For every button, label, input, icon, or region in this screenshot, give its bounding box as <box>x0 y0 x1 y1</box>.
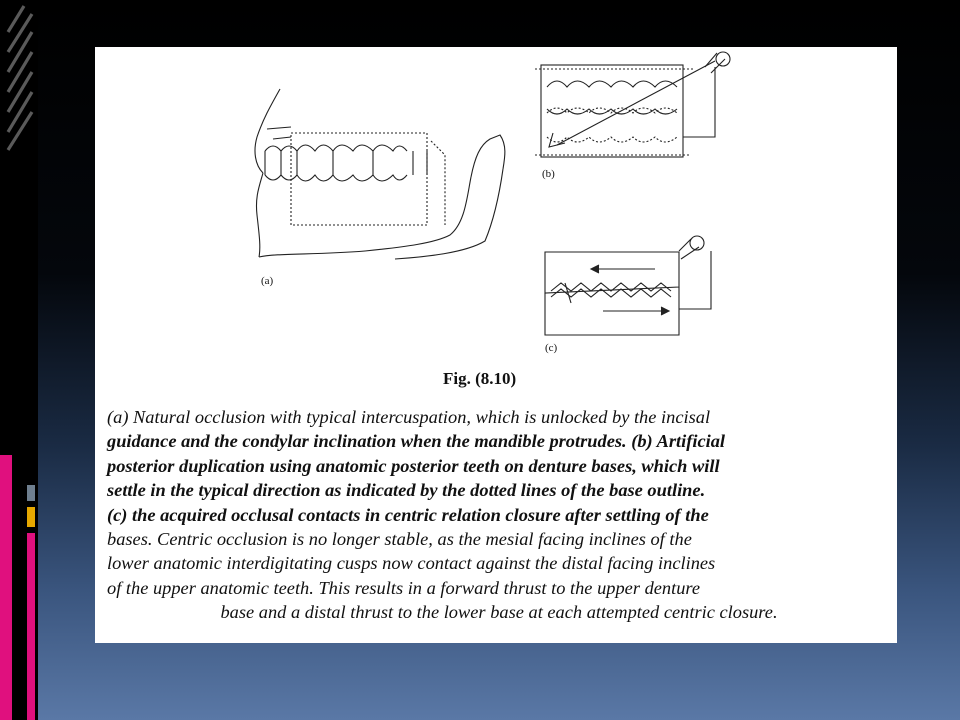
caption-line: base and a distal thrust to the lower base at each attempted centric closure. <box>220 602 778 623</box>
caption-line: (a) Natural occlusion with typical intercuspation, which is unlocked by the incisal <box>107 407 711 427</box>
caption-line: posterior duplication using anatomic posterior teeth on denture bases, which will <box>107 455 720 476</box>
caption-line: lower anatomic interdigitating cusps now contact against the distal facing inclines <box>107 553 716 574</box>
gold-accent-square <box>27 507 35 527</box>
figure-label-c: (c) <box>545 342 558 354</box>
figure-title: Fig. (8.10) <box>443 369 517 388</box>
diagram-b-denture-base <box>535 52 730 157</box>
caption-line: of the upper anatomic teeth. This results in a forward thrust to the upper denture <box>107 577 701 598</box>
magenta-accent-bar <box>0 455 12 720</box>
pink-accent-bar <box>27 533 35 720</box>
left-accent-bars <box>0 455 38 720</box>
dental-occlusion-diagram <box>95 47 897 357</box>
figure-label-b: (b) <box>542 168 555 180</box>
caption-line: settle in the typical direction as indicated by the dotted lines of the base outline. <box>107 480 706 501</box>
figure-panel <box>95 47 897 643</box>
grey-accent-square <box>27 485 35 501</box>
diagram-a-jaw-sketch <box>255 89 505 259</box>
figure-caption <box>107 405 891 625</box>
decorative-lines <box>4 0 34 160</box>
caption-line: bases. Centric occlusion is no longer stable, as the mesial facing inclines of the <box>107 529 692 550</box>
caption-line: guidance and the condylar inclination when the mandible protrudes. (b) Artificial <box>107 431 726 452</box>
caption-line: (c) the acquired occlusal contacts in centric relation closure after settling of the <box>107 504 709 525</box>
diagram-c-occlusal-contacts <box>545 236 711 335</box>
figure-label-a: (a) <box>261 275 274 287</box>
